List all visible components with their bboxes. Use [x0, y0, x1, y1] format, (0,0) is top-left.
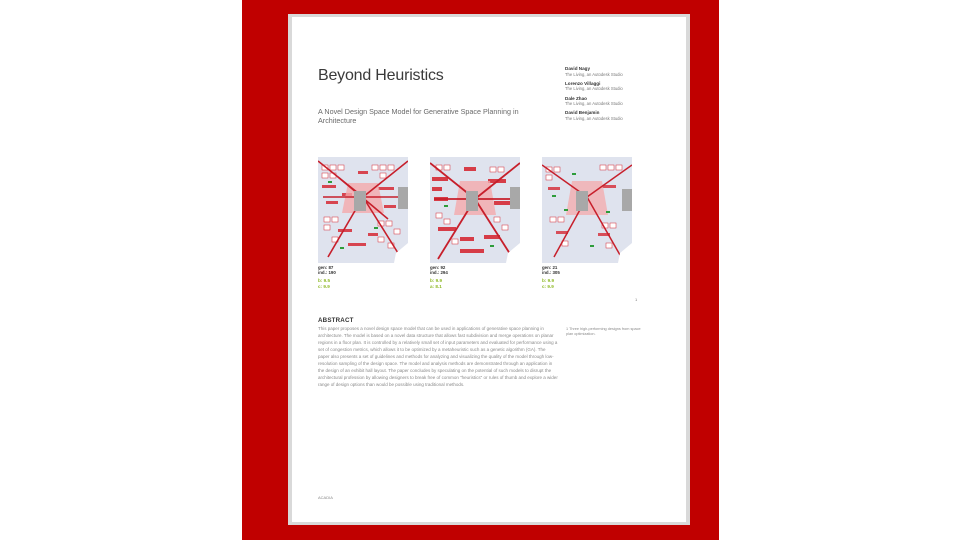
floorplan-figure-1	[318, 157, 408, 263]
author-affiliation: The Living, an Autodesk Studio	[565, 101, 623, 107]
metric-label: b: 9.9	[542, 278, 554, 284]
figure-caption-1	[318, 265, 378, 290]
page-footer: ACADIA	[318, 495, 333, 500]
paper-subtitle: A Novel Design Space Model for Generative Space Planning in Architecture	[318, 107, 519, 125]
author-affiliation: The Living, an Autodesk Studio	[565, 86, 623, 92]
figure-caption-3	[542, 265, 602, 290]
generation-label: gen: 21	[542, 265, 558, 270]
author-name: Dale Zhao	[565, 95, 587, 101]
abstract-heading: ABSTRACT	[318, 317, 354, 324]
paper-title: Beyond Heuristics	[318, 67, 444, 84]
floorplan-figure-3	[542, 157, 632, 263]
floorplan-image-2	[430, 157, 520, 263]
author-name: David Nagy	[565, 66, 591, 71]
figure-sidenote: 1 Three high-performing designs from space plan optimization.	[566, 327, 641, 336]
floorplan-figure-2	[430, 157, 520, 263]
author-affiliation: The Living, an Autodesk Studio	[565, 115, 623, 121]
abstract-text: This paper proposes a novel design space model that can be used in applications of generative space planning in architecture. The model is based on a novel data structure that allows fast subdivision and merge operations on planar regions in a floor plan. It is controlled by a relatively small set of input parameters and evaluated for performance using a set of congestion metrics, which allows it to be optimized by a metaheuristic such as a genetic algorithm (GA). The paper also presents a set of guidelines and methods for analyzing and visualizing the quality of the model through low-resolution sampling of the design space. The model and analysis methods are demonstrated through an application in the design of an exhibit hall layout. The paper concludes by speculating on the potential of such models to disrupt the architectural profession by allowing designers to break free of common "heuristics" or rules of thumb and explore a wider range of design options than would be possible using traditional methods.	[318, 326, 558, 387]
metric-label: c: 9.9	[542, 284, 554, 289]
generation-label: gen: 92	[430, 265, 446, 270]
author-name: David Benjamin	[565, 110, 600, 116]
paper-page	[292, 17, 686, 522]
floorplan-image-3	[542, 157, 632, 263]
author-affiliation: The Living, an Autodesk Studio	[565, 71, 623, 77]
author-list	[565, 66, 675, 125]
metric-label: a: 8.1	[430, 284, 442, 289]
metric-label: c: 9.9	[318, 284, 330, 289]
individual-label: ind.: 305	[542, 270, 560, 276]
metric-label: b: 9.9	[430, 278, 442, 284]
metric-label: b: 9.5	[318, 278, 330, 284]
figure-caption-2	[430, 265, 490, 290]
author-entry	[565, 96, 675, 107]
author-entry	[565, 66, 675, 77]
author-name: Lorenzo Villaggi	[565, 80, 601, 86]
author-entry	[565, 110, 675, 121]
generation-label: gen: 87	[318, 265, 334, 270]
individual-label: ind.: 294	[430, 270, 448, 276]
figure-number: 1	[635, 297, 638, 302]
author-entry	[565, 81, 675, 92]
floorplan-image-1	[318, 157, 408, 263]
individual-label: ind.: 190	[318, 270, 336, 276]
